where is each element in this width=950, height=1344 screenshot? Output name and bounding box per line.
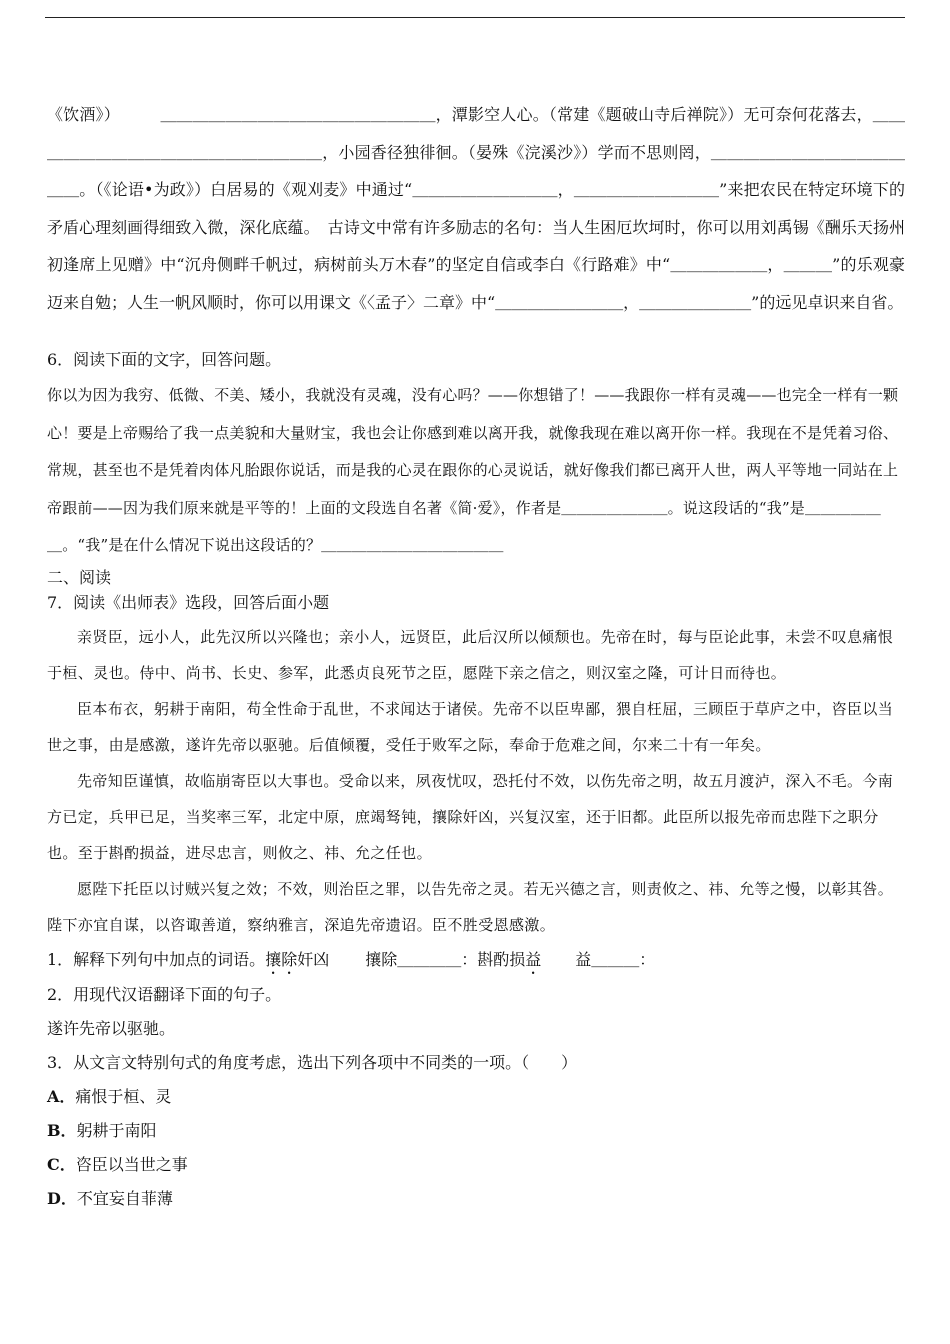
question-7-title: 7．阅读《出师表》选段，回答后面小题 <box>47 592 330 612</box>
chushibiao-passage <box>47 619 905 943</box>
option-text: 痛恨于桓、灵 <box>75 1086 172 1106</box>
subquestion-3: 3．从文言文特别句式的角度考虑，选出下列各项中不同类的一项。（ ） <box>47 1052 578 1072</box>
poem-fill-paragraph: 《饮酒》） ＿＿＿＿＿＿＿＿＿＿＿＿＿＿＿＿＿，潭影空人心。（常建《题破山寺后禅院》）无可奈何花落去，＿＿＿＿＿＿＿＿＿＿＿＿＿＿＿＿＿＿＿，小园香径独徘徊。（晏殊《浣溪沙》）学而不思则罔，＿＿＿＿＿＿＿＿＿＿＿＿＿＿。（《论语•为政》）白居易的《观刈麦》中通过“＿＿＿＿＿＿＿＿＿，＿＿＿＿＿＿＿＿＿”来把农民在特定环境下的矛盾心理刻画得细致入微，深化底蕴。 古诗文中常有许多励志的名句：当人生困厄坎坷时，你可以用刘禹锡《酬乐天扬州初逢席上见赠》中“沉舟侧畔千帆过，病树前头万木春”的坚定自信或李白《行路难》中“＿＿＿＿＿＿，＿＿＿”的乐观豪迈来自勉；人生一帆风顺时，你可以用课文《〈孟子〉二章》中“＿＿＿＿＿＿＿＿，＿＿＿＿＿＿＿”的远见卓识来自省。 <box>47 105 905 312</box>
option-letter: D． <box>47 1188 77 1208</box>
phrase-1-tail: 奸凶 <box>297 949 330 969</box>
passage-paragraph: 臣本布衣，躬耕于南阳，苟全性命于乱世，不求闻达于诸侯。先帝不以臣卑鄙，猥自枉屈，三顾臣于草庐之中，咨臣以当世之事，由是感激，遂许先帝以驱驰。后值倾覆，受任于败军之际，奉命于危难之间，尔来二十有一年矣。 <box>47 699 894 754</box>
option-letter: C． <box>47 1154 76 1174</box>
question-6-title: 6．阅读下面的文字，回答问题。 <box>47 350 282 369</box>
section-2-title: 二、阅读 <box>47 567 112 587</box>
option-a[interactable] <box>47 1080 905 1114</box>
subquestion-1 <box>47 943 905 978</box>
subquestion-1-prompt: 1．解释下列句中加点的词语。 <box>47 949 266 969</box>
option-d[interactable] <box>47 1182 905 1216</box>
option-text: 躬耕于南阳 <box>76 1120 157 1140</box>
option-letter: B． <box>47 1120 77 1140</box>
question-6-passage: 你以为因为我穷、低微、不美、矮小，我就没有灵魂，没有心吗？——你想错了！——我跟你一样有灵魂——也完全一样有一颗心！要是上帝赐给了我一点美貌和大量财宝，我也会让你感到难以离开我，就像我现在难以离开你一样。我现在不是凭着习俗、常规，甚至也不是凭着肉体凡胎跟你说话，而是我的心灵在跟你的心灵说话，就好像我们都已离开人世，两人平等地一同站在上帝跟前——因为我们原来就是平等的！上面的文段选自名著《简·爱》，作者是＿＿＿＿＿＿＿。说这段话的“我”是＿＿＿＿＿＿。“我”是在什么情况下说出这段话的？＿＿＿＿＿＿＿＿＿＿＿＿ <box>47 386 899 554</box>
dotted-word-2: 益 <box>525 949 542 969</box>
passage-paragraph: 愿陛下托臣以讨贼兴复之效；不效，则治臣之罪，以告先帝之灵。若无兴德之言，则责攸之、祎、允等之慢，以彰其咎。陛下亦宜自谋，以咨诹善道，察纳雅言，深追先帝遗诏。臣不胜受恩感激。 <box>47 879 894 934</box>
option-c[interactable] <box>47 1148 905 1182</box>
option-text: 咨臣以当世之事 <box>75 1154 188 1174</box>
option-letter: A． <box>47 1086 76 1106</box>
option-b[interactable] <box>47 1114 905 1148</box>
blank-1: 攘除＿＿＿＿： <box>365 949 478 969</box>
blank-2: 益＿＿＿： <box>575 949 656 969</box>
phrase-2-head: 斟酌损 <box>477 949 526 969</box>
document-page <box>47 96 905 1216</box>
options-list <box>47 1080 905 1216</box>
translate-sentence: 遂许先帝以驱驰。 <box>47 1018 176 1038</box>
header-rule <box>45 17 905 18</box>
dotted-word-1: 攘除 <box>265 949 298 969</box>
passage-paragraph: 亲贤臣，远小人，此先汉所以兴隆也；亲小人，远贤臣，此后汉所以倾颓也。先帝在时，每与臣论此事，未尝不叹息痛恨于桓、灵也。侍中、尚书、长史、参军，此悉贞良死节之臣，愿陛下亲之信之，则汉室之隆，可计日而待也。 <box>47 627 894 682</box>
subquestion-2: 2．用现代汉语翻译下面的句子。 <box>47 984 282 1004</box>
option-text: 不宜妄自菲薄 <box>76 1188 173 1208</box>
passage-paragraph: 先帝知臣谨慎，故临崩寄臣以大事也。受命以来，夙夜忧叹，恐托付不效，以伤先帝之明，故五月渡泸，深入不毛。今南方已定，兵甲已足，当奖率三军，北定中原，庶竭驽钝，攘除奸凶，兴复汉室，还于旧都。此臣所以报先帝而忠陛下之职分也。至于斟酌损益，进尽忠言，则攸之、祎、允之任也。 <box>47 771 894 862</box>
